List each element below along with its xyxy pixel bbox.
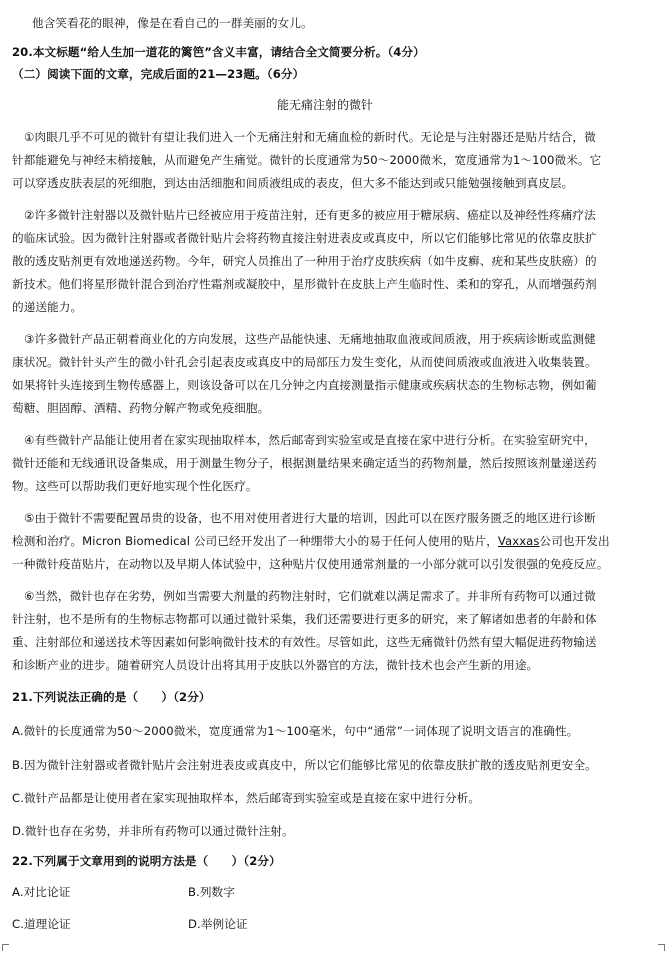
q22-option-a: A.对比论证 [12,885,71,899]
q21-option-a: A.微针的长度通常为50～2000微米，宽度通常为1～100毫米，句中“通常”一词体现了说明文语言的准确性。 [12,724,579,738]
para2-line: 散的透皮贴剂更有效地递送药物。今年，研究人员推出了一种用于治疗皮肤疾病（如牛皮癣、疣和某些皮肤癌）的 [12,254,597,268]
question-20: 20.本文标题“给人生加一道花的篱笆”含义丰富，请结合全文简要分析。（4分） [12,45,425,59]
para5-line [12,534,610,549]
para6-line: 重、注射部位和递送技术等因素如何影响微针技术的有效性。尽管如此，这些无痛微针仍然有望大幅促进药物输送 [12,635,597,649]
para5-text: 公司也开发出 [539,534,610,548]
para2-line: 的递送能力。 [12,300,83,314]
q22-option-d: D.举例论证 [188,917,248,931]
q22-option-c: C.道理论证 [12,917,71,931]
para2-line: 的临床试验。因为微针注射器或者微针贴片会将药物直接注射进表皮或真皮中，所以它们能够比常见的依靠皮肤扩 [12,231,597,245]
para4-line: ④有些微针产品能让使用者在家实现抽取样本，然后邮寄到实验室或是直接在家中进行分析。在实验室研究中， [24,433,596,447]
q21-option-b: B.因为微针注射器或者微针贴片会注射进表皮或真皮中，所以它们能够比常见的依靠皮肤扩散的透皮贴剂更安全。 [12,758,597,772]
question-21: 21.下列说法正确的是（ ）（2分） [12,690,211,704]
crop-mark-left [2,944,9,951]
para1-line: 可以穿透皮肤表层的死细胞，到达由活细胞和间质液组成的表皮，但大多不能达到或只能勉强接触到真皮层。 [12,176,574,190]
q21-option-c: C.微针产品都是让使用者在家实现抽取样本，然后邮寄到实验室或是直接在家中进行分析。 [12,791,481,805]
article-title: 能无痛注射的微针 [277,98,374,112]
para5-text: 检测和治疗。Micron Biomedical 公司已经开发出了一种绷带大小的易于任何人使用的贴片， [12,534,498,548]
para3-line: 如果将针头连接到生物传感器上，则该设备可以在几分钟之内直接测量指示健康或疾病状态的生物标志物，例如葡 [12,378,597,392]
intro-line: 他含笑看花的眼神，像是在看自己的一群美丽的女儿。 [32,16,313,30]
para5-line: 一种微针疫苗贴片，在动物以及早期人体试验中，这种贴片仅使用通常剂量的一小部分就可以引发很强的免疫反应。 [12,557,609,571]
para3-line: ③许多微针产品正朝着商业化的方向发展，这些产品能快速、无痛地抽取血液或间质液，用于疾病诊断或监测健 [24,332,596,346]
para2-line: ②许多微针注射器以及微针贴片已经被应用于疫苗注射，还有更多的被应用于糖尿病、癌症以及神经性疼痛疗法 [24,208,596,222]
company-name: Vaxxas [497,534,540,548]
para2-line: 新技术。他们将星形微针混合到治疗性霜剂或凝胶中，星形微针在皮肤上产生临时性、柔和的穿孔，从而增强药剂 [12,277,597,291]
para6-line: 针注射，也不是所有的生物标志物都可以通过微针采集，我们还需要进行更多的研究，来了解诸如患者的年龄和体 [12,612,597,626]
para1-line: ①肉眼几乎不可见的微针有望让我们进入一个无痛注射和无痛血检的新时代。无论是与注射器还是贴片结合，微 [24,130,596,144]
question-22: 22.下列属于文章用到的说明方法是（ ）（2分） [12,854,281,868]
para1-line: 针都能避免与神经末梢接触，从而避免产生痛觉。微针的长度通常为50～2000微米，宽度通常为1～100微米。它 [12,153,602,167]
para6-line: ⑥当然，微针也存在劣势，例如当需要大剂量的药物注射时，它们就难以满足需求了。并非所有药物可以通过微 [24,589,596,603]
q21-option-d: D.微针也存在劣势，并非所有药物可以通过微针注射。 [12,824,294,838]
crop-mark-right [658,944,665,951]
para4-line: 微针还能和无线通讯设备集成，用于测量生物分子，根据测量结果来确定适当的药物剂量，然后按照该剂量递送药 [12,456,597,470]
section-heading: （二）阅读下面的文章，完成后面的21—23题。（6分） [12,67,305,81]
para4-line: 物。这些可以帮助我们更好地实现个性化医疗。 [12,479,258,493]
para3-line: 康状况。微针针头产生的微小针孔会引起表皮或真皮中的局部压力发生变化，从而使间质液或血液进入收集装置。 [12,355,597,369]
para3-line: 萄糖、胆固醇、酒精、药物分解产物或免疫细胞。 [12,401,270,415]
para5-line: ⑤由于微针不需要配置昂贵的设备，也不用对使用者进行大量的培训，因此可以在医疗服务匮乏的地区进行诊断 [24,511,596,525]
para6-line: 和诊断产业的进步。随着研究人员设计出将其用于皮肤以外器官的方法，微针技术也会产生新的用途。 [12,658,539,672]
q22-option-b: B.列数字 [188,885,235,899]
